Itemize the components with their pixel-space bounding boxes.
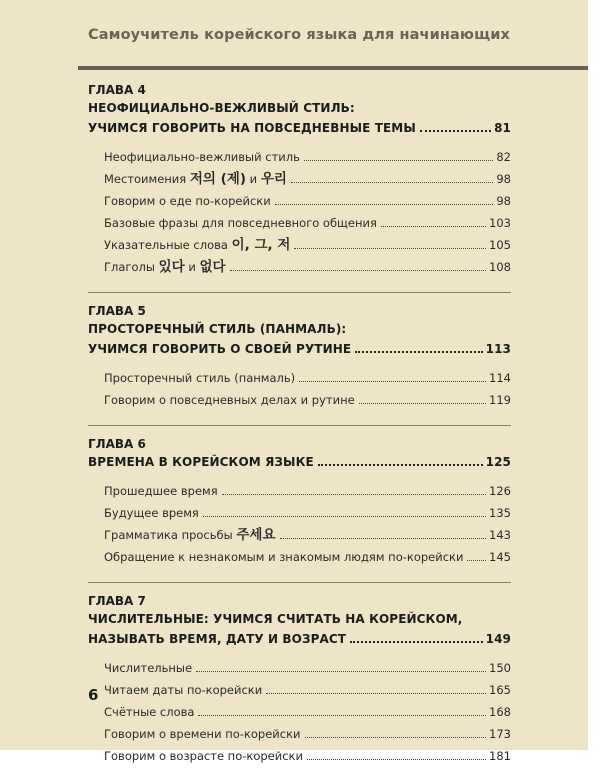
korean-word: 저의 (제) xyxy=(189,171,247,187)
chapter-title-row[interactable] xyxy=(88,629,511,649)
toc-entry[interactable] xyxy=(88,367,511,389)
chapter-label: ГЛАВА 5 xyxy=(88,304,146,318)
entry-page-number: 108 xyxy=(489,260,511,274)
korean-word: 이, 그, 저 xyxy=(231,237,291,253)
chapter-title-line: ЧИСЛИТЕЛЬНЫЕ: УЧИМСЯ СЧИТАТЬ НА КОРЕЙСКОМ, xyxy=(88,612,463,626)
dot-leader xyxy=(318,464,483,466)
chapter-section xyxy=(88,82,511,284)
entry-text-part: Указательные слова xyxy=(104,238,232,252)
entry-title xyxy=(104,234,290,256)
entry-title xyxy=(104,256,226,278)
entry-page-number: 82 xyxy=(496,150,511,164)
entry-page-number: 145 xyxy=(489,550,511,564)
running-header xyxy=(0,0,588,66)
entry-page-number: 173 xyxy=(489,727,511,741)
dot-leader xyxy=(203,516,486,517)
toc-entry[interactable] xyxy=(88,190,511,212)
dot-leader xyxy=(230,270,486,271)
dot-leader xyxy=(275,204,494,205)
dot-leader xyxy=(198,715,486,716)
toc-entry[interactable] xyxy=(88,723,511,745)
dot-leader xyxy=(355,351,482,353)
chapter-page-number: 125 xyxy=(485,455,511,469)
entry-page-number: 181 xyxy=(489,749,511,763)
entry-page-number: 143 xyxy=(489,528,511,542)
entry-title: Говорим о времени по-корейски xyxy=(104,727,301,741)
entry-title: Говорим о повседневных делах и рутине xyxy=(104,393,355,407)
toc-entry[interactable] xyxy=(88,502,511,524)
table-of-contents xyxy=(88,82,511,773)
toc-entry[interactable] xyxy=(88,546,511,568)
entry-title: Будущее время xyxy=(104,506,199,520)
entry-title xyxy=(104,524,276,546)
dot-leader xyxy=(299,381,486,382)
toc-entry[interactable] xyxy=(88,701,511,723)
entry-page-number: 119 xyxy=(489,393,511,407)
toc-entry[interactable] xyxy=(88,256,511,278)
dot-leader xyxy=(381,226,486,227)
dot-leader xyxy=(305,737,487,738)
dot-leader xyxy=(304,160,493,161)
chapter-title-line: НЕОФИЦИАЛЬНО-ВЕЖЛИВЫЙ СТИЛЬ: xyxy=(88,101,355,115)
chapter-label: ГЛАВА 7 xyxy=(88,594,146,608)
entry-title: Просторечный стиль (панмаль) xyxy=(104,371,296,385)
dot-leader xyxy=(350,641,483,643)
toc-entry[interactable] xyxy=(88,480,511,502)
korean-word: 있다 xyxy=(158,259,185,275)
entry-title: Говорим о возрасте по-корейски xyxy=(104,749,303,763)
entry-text-part: Глаголы xyxy=(104,260,159,274)
chapter-title-line: УЧИМСЯ ГОВОРИТЬ НА ПОВСЕДНЕВНЫЕ ТЕМЫ xyxy=(88,121,416,135)
chapter-separator xyxy=(88,292,511,293)
entry-title: Числительные xyxy=(104,661,193,675)
dot-leader xyxy=(294,248,486,249)
chapter-title-row[interactable] xyxy=(88,452,511,472)
entry-text-part: и xyxy=(246,172,261,186)
toc-entry[interactable] xyxy=(88,168,511,190)
entry-page-number: 114 xyxy=(489,371,511,385)
chapter-page-number: 149 xyxy=(485,632,511,646)
entry-title: Читаем даты по-корейски xyxy=(104,683,263,697)
entry-title: Неофициально-вежливый стиль xyxy=(104,150,300,164)
entry-title: Прошедшее время xyxy=(104,484,218,498)
toc-entry[interactable] xyxy=(88,657,511,679)
chapter-section xyxy=(88,303,511,417)
entry-page-number: 168 xyxy=(489,705,511,719)
entry-title: Базовые фразы для повседневного общения xyxy=(104,216,377,230)
dot-leader xyxy=(196,671,486,672)
entry-page-number: 135 xyxy=(489,506,511,520)
chapter-separator xyxy=(88,582,511,583)
entry-text-part: Грамматика просьбы xyxy=(104,528,237,542)
entry-page-number: 165 xyxy=(489,683,511,697)
entry-page-number: 98 xyxy=(496,172,511,186)
chapter-section xyxy=(88,436,511,574)
chapter-title-line: НАЗЫВАТЬ ВРЕМЯ, ДАТУ И ВОЗРАСТ xyxy=(88,632,347,646)
dot-leader xyxy=(222,494,486,495)
chapter-label: ГЛАВА 6 xyxy=(88,437,146,451)
chapter-title-line: ВРЕМЕНА В КОРЕЙСКОМ ЯЗЫКЕ xyxy=(88,455,314,469)
entry-text-part: и xyxy=(184,260,200,274)
chapter-page-number: 81 xyxy=(494,121,511,135)
dot-leader xyxy=(291,182,493,183)
entry-page-number: 103 xyxy=(489,216,511,230)
dot-leader xyxy=(307,759,486,760)
chapter-section xyxy=(88,593,511,773)
dot-leader xyxy=(266,693,486,694)
dot-leader xyxy=(467,560,486,561)
entry-title xyxy=(104,168,287,190)
toc-entry[interactable] xyxy=(88,679,511,701)
toc-entry[interactable] xyxy=(88,524,511,546)
dot-leader xyxy=(359,403,486,404)
toc-entry[interactable] xyxy=(88,212,511,234)
page-number: 6 xyxy=(88,686,99,704)
korean-word: 우리 xyxy=(260,171,287,187)
korean-word: 없다 xyxy=(199,259,226,275)
toc-entry[interactable] xyxy=(88,745,511,767)
dot-leader xyxy=(280,538,487,539)
header-title: Самоучитель корейского языка для начинающих xyxy=(88,27,510,43)
chapter-page-number: 113 xyxy=(485,342,511,356)
header-rule xyxy=(78,66,588,70)
chapter-title-row[interactable] xyxy=(88,339,511,359)
dot-leader xyxy=(420,130,491,132)
entry-title: Счётные слова xyxy=(104,705,195,719)
chapter-separator xyxy=(88,425,511,426)
chapter-title-line: ПРОСТОРЕЧНЫЙ СТИЛЬ (ПАНМАЛЬ): xyxy=(88,322,347,336)
entry-page-number: 150 xyxy=(489,661,511,675)
entry-title: Говорим о еде по-корейски xyxy=(104,194,271,208)
toc-entry[interactable] xyxy=(88,234,511,256)
entry-page-number: 126 xyxy=(489,484,511,498)
chapter-title-line: УЧИМСЯ ГОВОРИТЬ О СВОЕЙ РУТИНЕ xyxy=(88,342,352,356)
entry-title: Обращение к незнакомым и знакомым людям по-корейски xyxy=(104,550,464,564)
chapter-label: ГЛАВА 4 xyxy=(88,83,146,97)
entry-page-number: 105 xyxy=(489,238,511,252)
entry-page-number: 98 xyxy=(496,194,511,208)
toc-entry[interactable] xyxy=(88,389,511,411)
korean-word: 주세요 xyxy=(236,527,276,543)
toc-entry[interactable] xyxy=(88,146,511,168)
chapter-title-row[interactable] xyxy=(88,118,511,138)
entry-text-part: Местоимения xyxy=(104,172,190,186)
